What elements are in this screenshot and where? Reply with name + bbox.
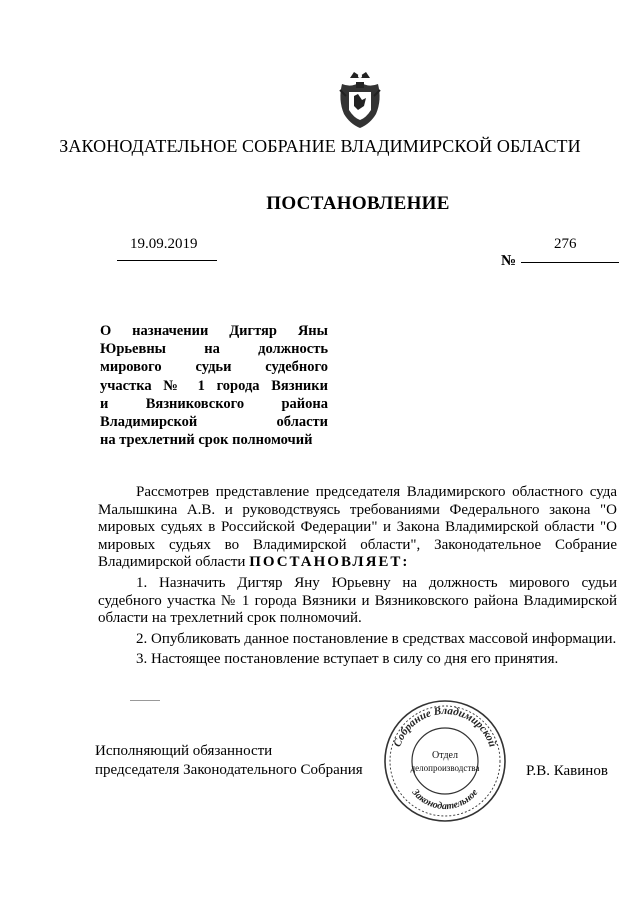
subject-line: участка № 1 города Вязники: [100, 377, 328, 394]
document-date: 19.09.2019: [130, 236, 198, 252]
preamble-paragraph: [98, 484, 617, 572]
subject-line: мирового судьи судебного: [100, 359, 328, 376]
subject-line: и Вязниковского района: [100, 395, 328, 412]
decree-item: 3. Настоящее постановление вступает в силу со дня его принятия.: [136, 651, 559, 668]
decree-colon: :: [402, 554, 410, 571]
document-type-title: ПОСТАНОВЛЕНИЕ: [266, 193, 450, 214]
decree-item: 1. Назначить Дигтяр Яну Юрьевну на должность мирового судьи судебного участка № 1 города Вязники и Вязниковского района Владимирской области на трехлетний срок полномочий.: [98, 574, 617, 627]
stamp-bottom-text: Законодательное: [409, 787, 481, 813]
number-sign: №: [501, 253, 517, 269]
document-number: 276: [554, 236, 577, 252]
coat-of-arms-emblem: [338, 70, 382, 132]
position-line: Исполняющий обязанности: [95, 743, 273, 759]
stamp-center-line: делопроизводства: [410, 763, 480, 773]
document-subject: [100, 322, 328, 449]
decree-item: 2. Опубликовать данное постановление в средствах массовой информации.: [136, 630, 617, 647]
decree-word: ПОСТАНОВЛЯЕТ: [249, 554, 403, 571]
svg-text:Законодательное: [409, 786, 481, 812]
date-underline: [117, 260, 217, 261]
subject-line: Владимирской области: [100, 413, 328, 430]
svg-text:Собрание Владимирской: [391, 705, 498, 749]
signer-name: Р.В. Кавинов: [526, 763, 608, 779]
subject-line: О назначении Дигтяр Яны: [100, 323, 328, 339]
stamp-ring-text: Собрание Владимирской: [391, 704, 499, 749]
subject-line: на трехлетний срок полномочий: [100, 432, 313, 449]
subject-line: Юрьевны на должность: [100, 341, 328, 358]
separator-dash: [130, 700, 160, 701]
preamble-text: Рассмотрев представление председателя Владимирского областного суда Малышкина А.В. и руководствуясь требованиями Федерального закона "О мировых судьях в Российской Федерации" и Закона Владимирской области "О мировых судьях во Владимирской области", Законодательное Собрание Владимирской области: [98, 484, 617, 571]
document-body: [98, 484, 617, 669]
stamp-center-line: Отдел: [432, 750, 458, 761]
position-line: председателя Законодательного Собрания: [95, 762, 363, 778]
number-underline: [521, 262, 619, 263]
official-stamp: [382, 698, 508, 824]
organization-name: ЗАКОНОДАТЕЛЬНОЕ СОБРАНИЕ ВЛАДИМИРСКОЙ ОБЛАСТИ: [59, 136, 581, 156]
signatory-position: [95, 742, 363, 780]
